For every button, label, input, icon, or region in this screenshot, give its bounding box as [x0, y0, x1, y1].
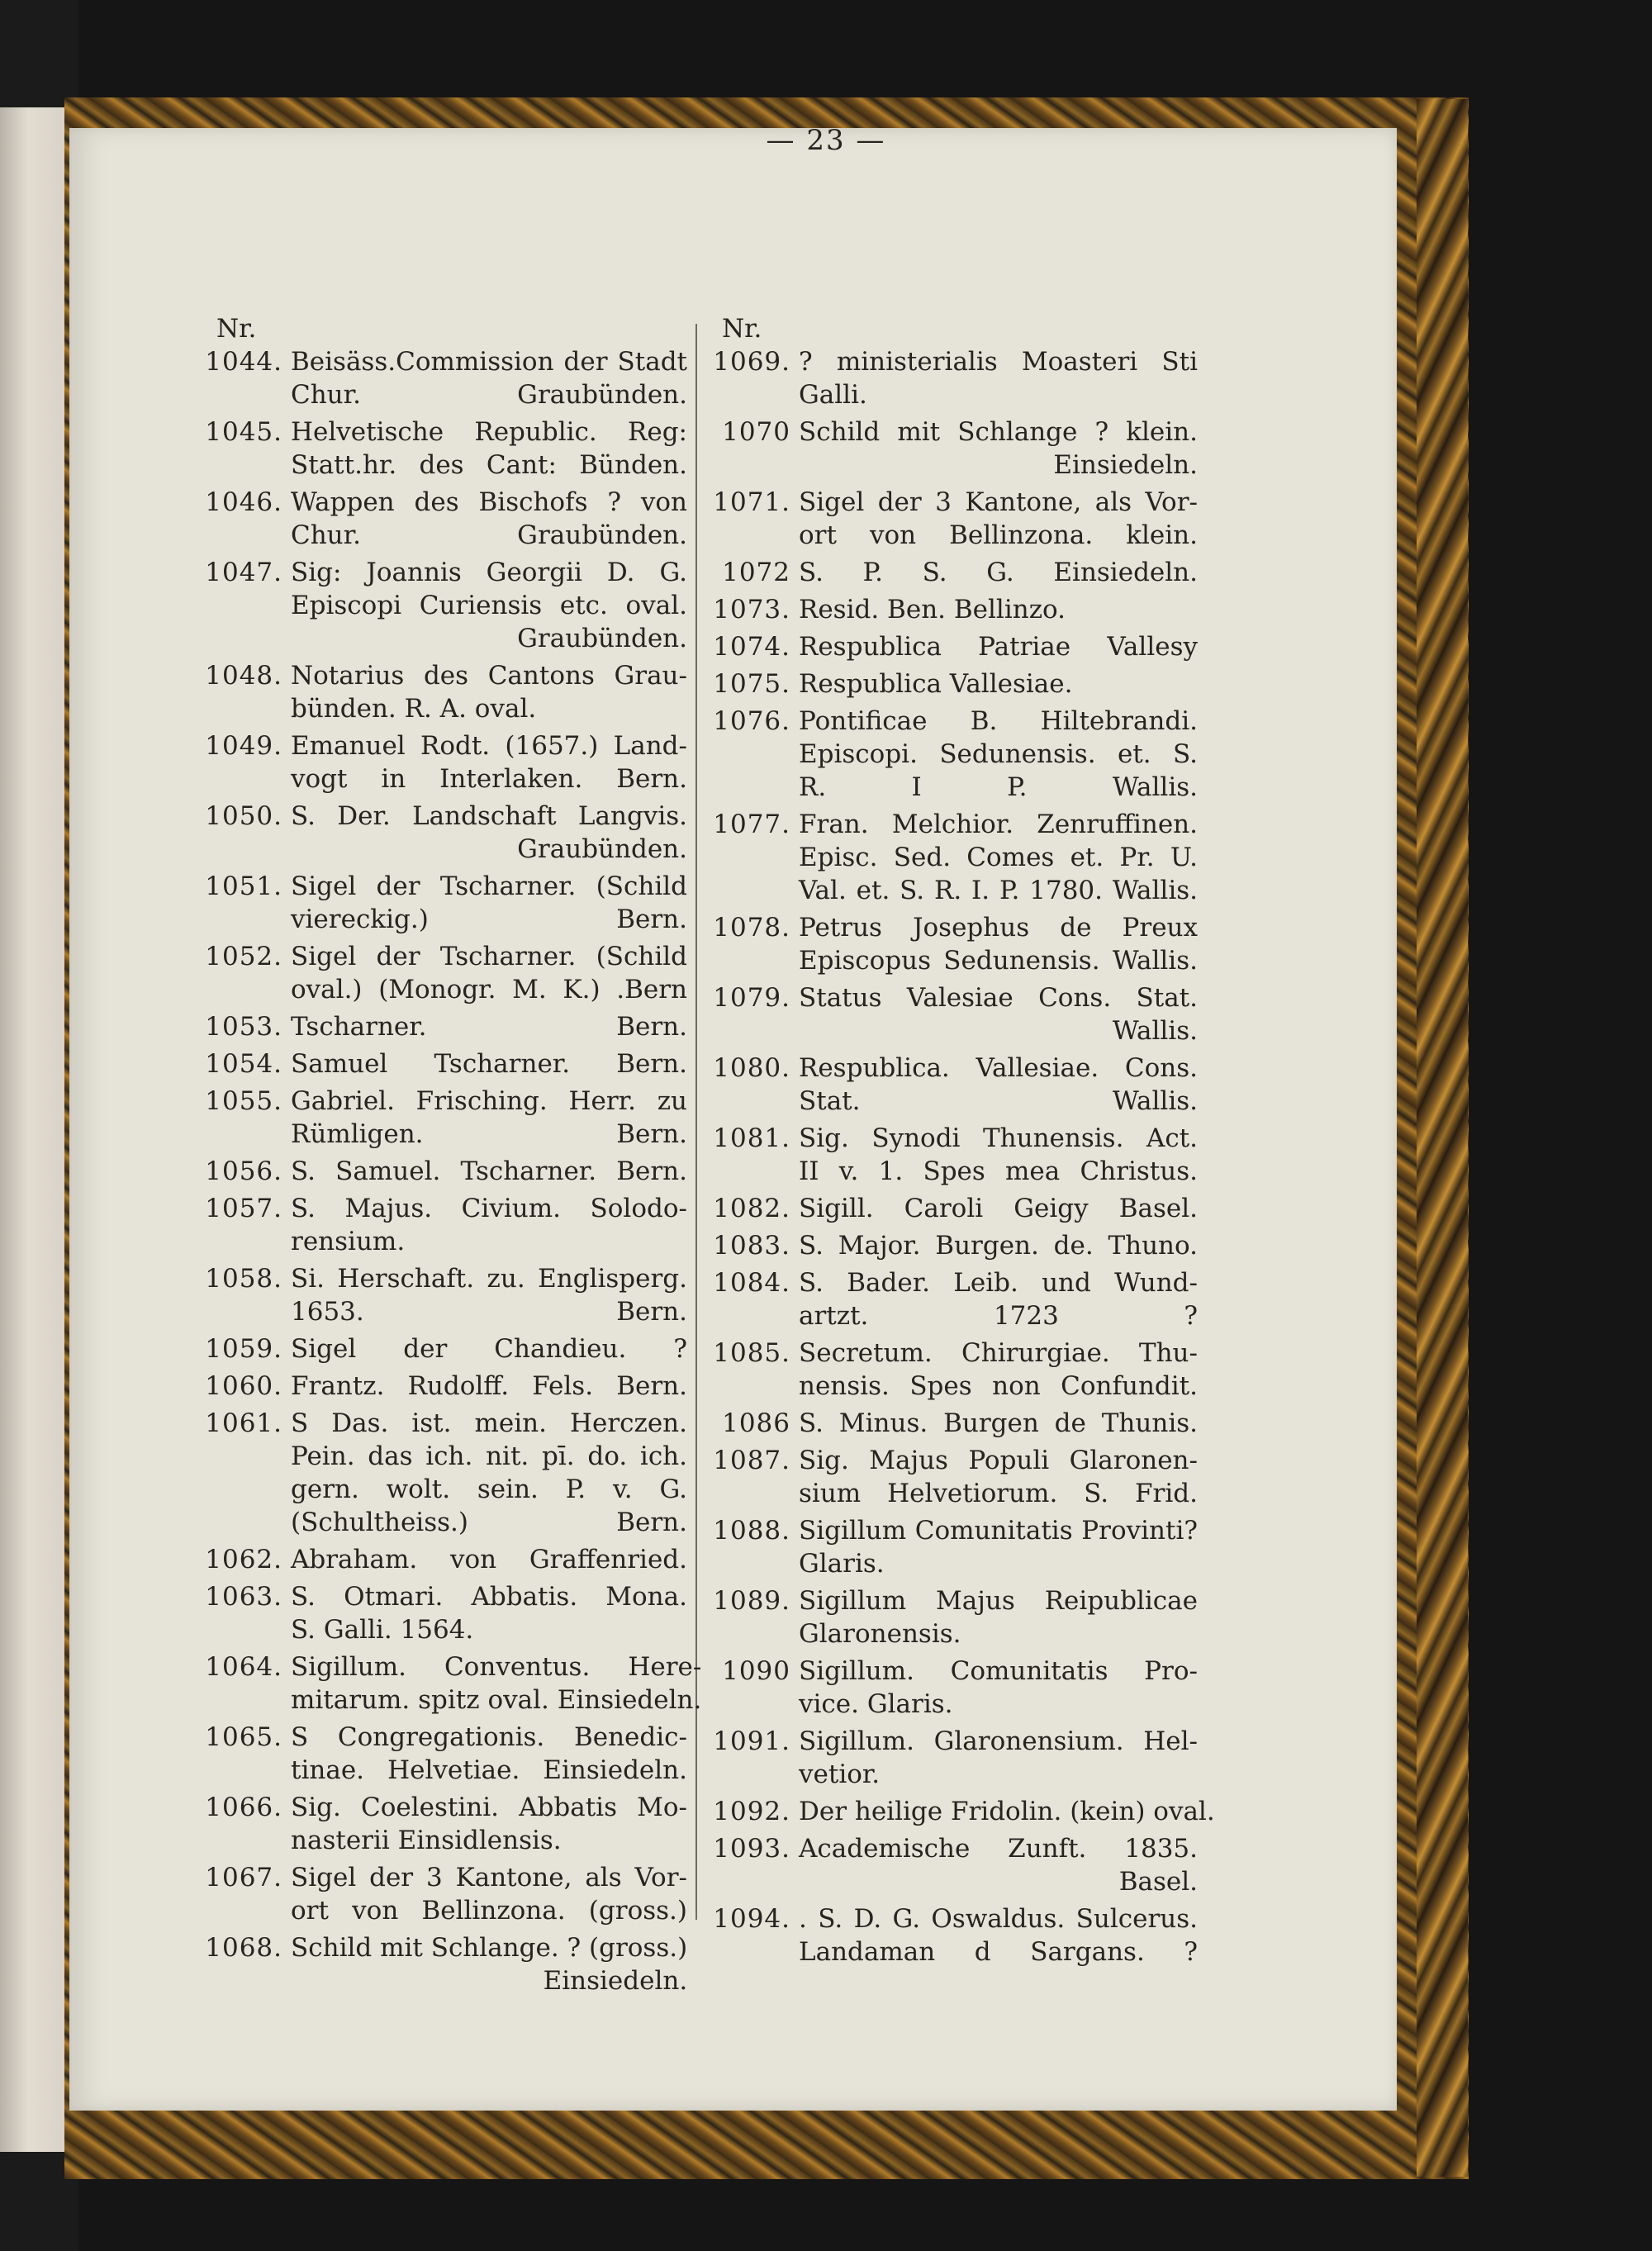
entry-text — [799, 808, 1198, 907]
entry-line: II v. 1. Spes mea Christus. — [799, 1156, 1198, 1186]
entry-text — [799, 1832, 1198, 1898]
catalog-entry — [710, 1725, 1198, 1791]
entry-number: 1085. — [713, 1338, 790, 1368]
catalog-entry — [198, 1580, 687, 1646]
catalog-entry — [198, 416, 687, 482]
left-column — [198, 312, 702, 2002]
catalog-entry — [198, 1010, 687, 1043]
entry-number: 1055. — [205, 1086, 282, 1116]
catalog-entry — [710, 1407, 1198, 1440]
entry-number: 1080. — [713, 1053, 790, 1083]
catalog-entry — [198, 1407, 687, 1539]
entry-line: Pontificae B. Hiltebrandi. — [799, 706, 1198, 736]
entry-line: S. Der. Landschaft Langvis. — [291, 801, 687, 831]
entry-line: Stat. Wallis. — [799, 1086, 1198, 1116]
entry-number: 1060. — [205, 1371, 282, 1401]
entry-text — [291, 1332, 687, 1365]
entry-number: 1077. — [713, 810, 790, 839]
catalog-entry — [710, 1514, 1198, 1580]
entry-line: Episc. Sed. Comes et. Pr. U. — [799, 843, 1198, 872]
entry-number: 1082. — [713, 1194, 790, 1223]
catalog-entry — [710, 667, 1198, 700]
entry-text — [799, 1337, 1198, 1403]
catalog-entry — [198, 800, 687, 866]
entry-line: Sig. Synodi Thunensis. Act. — [799, 1123, 1198, 1153]
entry-gap — [710, 1968, 1198, 1973]
entry-line: Schild mit Schlange. ? (gross.) — [291, 1933, 688, 1963]
entry-text — [799, 1052, 1198, 1118]
entry-line: Glaronensis. — [799, 1619, 961, 1649]
entry-line: . S. D. G. Oswaldus. Sulcerus. — [799, 1904, 1198, 1934]
catalog-entry — [710, 1229, 1198, 1262]
entry-line: Si. Herschaft. zu. Englisperg. — [291, 1264, 687, 1294]
entry-line: Einsiedeln. — [1053, 450, 1198, 480]
catalog-entry — [710, 345, 1198, 411]
entry-text — [291, 1580, 687, 1646]
entry-line: S. Majus. Civium. Solodo- — [291, 1194, 687, 1223]
catalog-entry — [198, 1370, 687, 1403]
catalog-entry — [710, 1902, 1198, 1968]
entry-number: 1047. — [205, 558, 282, 587]
entry-line: S. Otmari. Abbatis. Mona. — [291, 1582, 687, 1612]
entry-text — [291, 1407, 687, 1539]
entry-list — [710, 345, 1215, 1973]
entry-text — [291, 1791, 687, 1857]
entry-line: Episcopi Curiensis etc. oval. — [291, 591, 687, 620]
entry-text — [799, 486, 1198, 552]
entry-line: Graubünden. — [517, 624, 687, 653]
entry-line: (Schultheiss.) Bern. — [291, 1508, 687, 1537]
entry-line: Frantz. Rudolff. Fels. Bern. — [291, 1371, 687, 1401]
entry-text — [799, 1444, 1198, 1510]
catalog-entry — [198, 1931, 687, 1997]
catalog-entry — [710, 416, 1198, 482]
catalog-entry — [710, 1584, 1198, 1650]
entry-line: S. Major. Burgen. de. Thuno. — [799, 1231, 1198, 1261]
entry-line: Chur. Graubünden. — [291, 520, 687, 550]
entry-line: Sigel der 3 Kantone, als Vor- — [291, 1863, 687, 1892]
column-header: Nr. — [216, 314, 257, 344]
entry-line: Respublica. Vallesiae. Cons. — [799, 1053, 1198, 1083]
catalog-entry — [198, 659, 687, 725]
entry-line: mitarum. spitz oval. Einsiedeln. — [291, 1685, 702, 1715]
entry-line: rensium. — [291, 1227, 406, 1256]
entry-number: 1063. — [205, 1582, 282, 1612]
entry-text — [291, 1155, 687, 1188]
entry-number: 1054. — [205, 1049, 282, 1079]
entry-line: nensis. Spes non Confundit. — [799, 1371, 1198, 1401]
entry-line: Basel. — [1118, 1867, 1198, 1897]
entry-line: Fran. Melchior. Zenruffinen. — [799, 810, 1198, 839]
entry-number: 1051. — [205, 871, 282, 901]
entry-number: 1070 — [722, 417, 790, 447]
entry-line: Schild mit Schlange ? klein. — [799, 417, 1198, 447]
catalog-entry — [710, 1832, 1198, 1898]
catalog-entry — [710, 1795, 1215, 1828]
catalog-entry — [198, 1047, 687, 1080]
entry-line: Statt.hr. des Cant: Bünden. — [291, 450, 687, 480]
entry-line: Graubünden. — [517, 834, 687, 864]
catalog-entry — [710, 1052, 1198, 1118]
entry-line: Sigel der Tscharner. (Schild — [291, 871, 687, 901]
catalog-entry — [710, 1337, 1198, 1403]
entry-line: gern. wolt. sein. P. v. G. — [291, 1475, 687, 1504]
entry-line: ort von Bellinzona. klein. — [799, 520, 1198, 550]
catalog-entry — [710, 1266, 1198, 1332]
catalog-entry — [198, 1721, 687, 1787]
entry-line: Sigillum. Glaronensium. Hel- — [799, 1726, 1198, 1756]
entry-number: 1079. — [713, 983, 790, 1013]
entry-number: 1066. — [205, 1793, 282, 1822]
entry-line: S Das. ist. mein. Herczen. — [291, 1408, 687, 1438]
entry-number: 1084. — [713, 1268, 790, 1298]
entry-number: 1061. — [205, 1408, 282, 1438]
entry-line: Respublica Vallesiae. — [799, 669, 1073, 699]
entry-text — [799, 1514, 1198, 1580]
entry-text — [799, 1122, 1198, 1188]
entry-line: Sigill. Caroli Geigy Basel. — [799, 1194, 1198, 1223]
entry-number: 1056. — [205, 1156, 282, 1186]
entry-text — [291, 1721, 687, 1787]
entry-number: 1078. — [713, 913, 790, 943]
entry-line: ort von Bellinzona. (gross.) — [291, 1896, 687, 1926]
entry-text — [799, 1795, 1215, 1828]
catalog-entry — [198, 345, 687, 411]
facing-page-edge — [0, 107, 74, 2152]
entry-line: ? ministerialis Moasteri Sti — [799, 347, 1198, 377]
catalog-entry — [198, 1192, 687, 1258]
entry-line: oval.) (Monogr. M. K.) .Bern — [291, 975, 687, 1004]
entry-text — [799, 1266, 1198, 1332]
catalog-entry — [710, 911, 1198, 977]
entry-text — [291, 1010, 687, 1043]
entry-line: nasterii Einsidlensis. — [291, 1826, 562, 1855]
catalog-entry — [198, 870, 687, 936]
entry-line: Notarius des Cantons Grau- — [291, 661, 687, 691]
entry-number: 1048. — [205, 661, 282, 691]
entry-line: Sigel der Tscharner. (Schild — [291, 942, 687, 971]
entry-number: 1067. — [205, 1863, 282, 1892]
entry-number: 1076. — [713, 706, 790, 736]
entry-text — [291, 1370, 687, 1403]
entry-line: Sigel der 3 Kantone, als Vor- — [799, 487, 1198, 517]
entry-line: Landaman d Sargans. ? — [799, 1937, 1198, 1967]
entry-text — [291, 1085, 687, 1151]
entry-number: 1069. — [713, 347, 790, 377]
catalog-entry — [198, 940, 687, 1006]
column-header: Nr. — [722, 314, 762, 344]
entry-line: Sigillum. Comunitatis Pro- — [799, 1656, 1198, 1686]
entry-line: Galli. — [799, 380, 867, 410]
entry-line: vice. Glaris. — [799, 1689, 953, 1719]
entry-number: 1072 — [722, 558, 790, 587]
entry-number: 1087. — [713, 1446, 790, 1475]
entry-line: Beisäss.Commission der Stadt — [291, 347, 687, 377]
catalog-entry — [198, 1085, 687, 1151]
entry-line: S. Samuel. Tscharner. Bern. — [291, 1156, 687, 1186]
entry-text — [291, 1931, 687, 1997]
entry-line: vetior. — [799, 1759, 881, 1789]
catalog-entry — [710, 1192, 1198, 1225]
entry-number: 1044. — [205, 347, 282, 377]
entry-number: 1049. — [205, 731, 282, 761]
entry-number: 1065. — [205, 1722, 282, 1752]
entry-text — [799, 1192, 1198, 1225]
entry-number: 1091. — [713, 1726, 790, 1756]
entry-number: 1081. — [713, 1123, 790, 1153]
entry-gap — [198, 1997, 687, 2002]
entry-line: Sigillum. Conventus. Here- — [291, 1652, 702, 1682]
entry-line: S. Galli. 1564. — [291, 1615, 474, 1645]
catalog-entry — [198, 1791, 687, 1857]
entry-text — [799, 1725, 1198, 1791]
catalog-entry — [710, 981, 1198, 1047]
entry-number: 1050. — [205, 801, 282, 831]
entry-line: Petrus Josephus de Preux — [799, 913, 1198, 943]
catalog-entry — [710, 486, 1198, 552]
entry-text — [799, 556, 1198, 589]
catalog-entry — [198, 1861, 687, 1927]
entry-text — [291, 1861, 687, 1927]
entry-line: Academische Zunft. 1835. — [799, 1834, 1198, 1864]
entry-line: S. Bader. Leib. und Wund- — [799, 1268, 1198, 1298]
entry-text — [799, 1655, 1198, 1721]
entry-text — [799, 667, 1198, 700]
entry-number: 1093. — [713, 1834, 790, 1864]
entry-line: Glaris. — [799, 1549, 885, 1579]
entry-number: 1062. — [205, 1545, 282, 1574]
entry-line: Sig. Coelestini. Abbatis Mo- — [291, 1793, 687, 1822]
entry-line: Emanuel Rodt. (1657.) Land- — [291, 731, 687, 761]
entry-line: Tscharner. Bern. — [291, 1012, 687, 1042]
entry-line: Sigillum Comunitatis Provinti? — [799, 1516, 1198, 1546]
entry-line: Secretum. Chirurgiae. Thu- — [799, 1338, 1198, 1368]
entry-text — [799, 1584, 1198, 1650]
entry-number: 1068. — [205, 1933, 282, 1963]
entry-line: viereckig.) Bern. — [291, 905, 687, 934]
entry-line: R. I P. Wallis. — [799, 772, 1198, 802]
entry-text — [291, 1650, 701, 1717]
entry-line: Wappen des Bischofs ? von — [291, 487, 687, 517]
entry-number: 1046. — [205, 487, 282, 517]
entry-text — [291, 800, 687, 866]
catalog-entry — [710, 1655, 1198, 1721]
entry-line: Episcopus Sedunensis. Wallis. — [799, 946, 1198, 976]
entry-line: Helvetische Republic. Reg: — [291, 417, 687, 447]
right-column — [710, 312, 1215, 1973]
entry-number: 1045. — [205, 417, 282, 447]
entry-line: Abraham. von Graffenried. — [291, 1545, 687, 1574]
entry-number: 1088. — [713, 1516, 790, 1546]
entry-line: Sigillum Majus Reipublicae — [799, 1586, 1198, 1616]
entry-number: 1086 — [722, 1408, 790, 1438]
entry-line: S Congregationis. Benedic- — [291, 1722, 687, 1752]
catalog-entry — [198, 1332, 687, 1365]
entry-line: vogt in Interlaken. Bern. — [291, 764, 687, 794]
entry-text — [799, 1407, 1198, 1440]
marbled-spine — [1417, 99, 1468, 2177]
entry-text — [799, 593, 1198, 626]
entry-number: 1092. — [713, 1797, 790, 1826]
entry-text — [291, 1192, 687, 1258]
entry-number: 1090 — [722, 1656, 790, 1686]
entry-text — [799, 911, 1198, 977]
entry-text — [291, 940, 687, 1006]
entry-number: 1071. — [713, 487, 790, 517]
catalog-entry — [710, 1122, 1198, 1188]
entry-line: S. Minus. Burgen de Thunis. — [799, 1408, 1198, 1438]
entry-number: 1053. — [205, 1012, 282, 1042]
entry-line: bünden. R. A. oval. — [291, 694, 537, 724]
catalog-entry — [198, 729, 687, 795]
entry-line: Gabriel. Frisching. Herr. zu — [291, 1086, 687, 1116]
entry-number: 1083. — [713, 1231, 790, 1261]
entry-text — [291, 1262, 687, 1328]
entry-text — [291, 659, 687, 725]
entry-text — [291, 1047, 687, 1080]
entry-text — [291, 870, 687, 936]
catalog-entry — [198, 1262, 687, 1328]
entry-list — [198, 345, 702, 2002]
catalog-entry — [198, 1543, 687, 1576]
catalog-entry — [710, 1444, 1198, 1510]
entry-line: Samuel Tscharner. Bern. — [291, 1049, 687, 1079]
entry-number: 1052. — [205, 942, 282, 971]
entry-text — [291, 729, 687, 795]
entry-line: Pein. das ich. nit. pī. do. ich. — [291, 1441, 687, 1471]
entry-number: 1074. — [713, 632, 790, 662]
entry-number: 1075. — [713, 669, 790, 699]
entry-text — [291, 556, 687, 655]
entry-line: Episcopi. Sedunensis. et. S. — [799, 739, 1198, 769]
entry-line: Chur. Graubünden. — [291, 380, 687, 410]
catalog-entry — [198, 1155, 687, 1188]
entry-line: Val. et. S. R. I. P. 1780. Wallis. — [799, 876, 1198, 905]
entry-text — [799, 705, 1198, 804]
entry-number: 1059. — [205, 1334, 282, 1364]
entry-number: 1057. — [205, 1194, 282, 1223]
entry-line: Status Valesiae Cons. Stat. — [799, 983, 1198, 1013]
entry-number: 1064. — [205, 1652, 282, 1682]
catalog-entry — [710, 705, 1198, 804]
catalog-entry — [710, 630, 1198, 663]
entry-number: 1094. — [713, 1904, 790, 1934]
entry-line: Resid. Ben. Bellinzo. — [799, 595, 1066, 624]
entry-text — [799, 345, 1198, 411]
entry-line: tinae. Helvetiae. Einsiedeln. — [291, 1755, 687, 1785]
catalog-entry — [198, 486, 687, 552]
entry-line: Der heilige Fridolin. (kein) oval. — [799, 1797, 1215, 1826]
catalog-entry — [710, 556, 1198, 589]
entry-text — [291, 416, 687, 482]
entry-line: Sig. Majus Populi Glaronen- — [799, 1446, 1198, 1475]
entry-line: Rümligen. Bern. — [291, 1119, 687, 1149]
entry-line: Wallis. — [1112, 1016, 1198, 1046]
page-number: — 23 — — [766, 124, 886, 157]
entry-line: artzt. 1723 ? — [799, 1301, 1198, 1331]
entry-text — [799, 1902, 1198, 1968]
entry-line: 1653. Bern. — [291, 1297, 687, 1327]
entry-number: 1073. — [713, 595, 790, 624]
entry-line: S. P. S. G. Einsiedeln. — [799, 558, 1198, 587]
catalog-entry — [710, 808, 1198, 907]
entry-text — [799, 630, 1198, 663]
entry-line: Respublica Patriae Vallesy — [799, 632, 1198, 662]
entry-line: Einsiedeln. — [543, 1966, 688, 1996]
entry-text — [291, 486, 687, 552]
entry-line: Sigel der Chandieu. ? — [291, 1334, 687, 1364]
entry-text — [799, 981, 1198, 1047]
entry-text — [291, 345, 687, 411]
entry-number: 1058. — [205, 1264, 282, 1294]
catalog-entry — [710, 593, 1198, 626]
entry-text — [799, 1229, 1198, 1262]
catalog-entry — [198, 556, 687, 655]
entry-number: 1089. — [713, 1586, 790, 1616]
entry-text — [291, 1543, 687, 1576]
catalog-entry — [198, 1650, 702, 1717]
entry-text — [799, 416, 1198, 482]
entry-line: Sig: Joannis Georgii D. G. — [291, 558, 687, 587]
entry-line: sium Helvetiorum. S. Frid. — [799, 1479, 1198, 1508]
